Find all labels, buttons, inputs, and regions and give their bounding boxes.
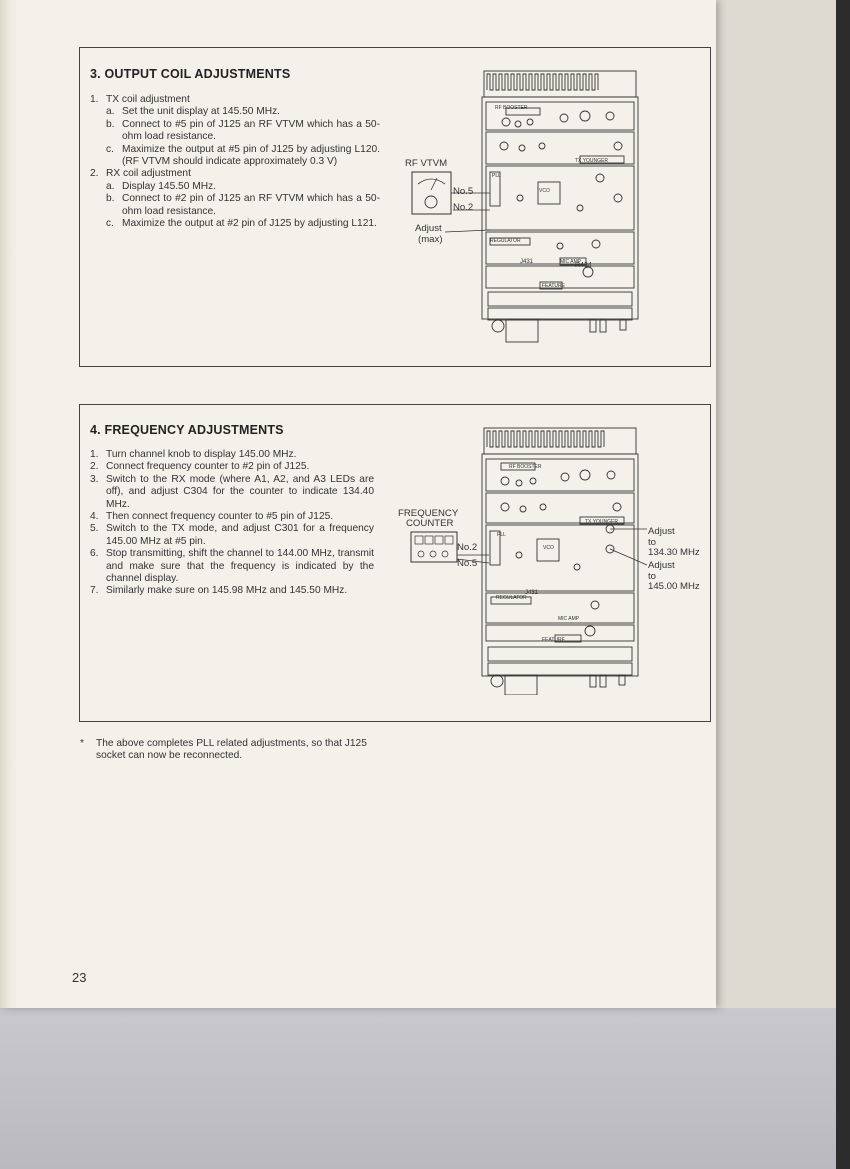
step bbox=[90, 474, 374, 511]
step bbox=[90, 548, 374, 585]
board-label-mic-amp: MIC AMP bbox=[560, 259, 582, 265]
step-text: Maximize the output at #2 pin of J125 by adjusting L121. bbox=[122, 218, 377, 230]
sub-step bbox=[90, 119, 380, 144]
step-text: Connect frequency counter to #2 pin of J125. bbox=[106, 461, 310, 473]
adjust-label: Adjust bbox=[415, 223, 442, 234]
page-number: 23 bbox=[72, 970, 87, 985]
step-text: RX coil adjustment bbox=[106, 168, 191, 180]
output-coil-section bbox=[79, 47, 711, 367]
step-text: Maximize the output at #5 pin of J125 by adjusting L120. (RF VTVM should indicate approximately 0.3 V) bbox=[122, 143, 380, 168]
step-text: Set the unit display at 145.50 MHz. bbox=[122, 106, 280, 118]
step-text: Similarly make sure on 145.98 MHz and 145.50 MHz. bbox=[106, 585, 348, 597]
rf-vtvm-connection-diagram bbox=[410, 68, 650, 353]
step-text: Switch to the RX mode (where A1, A2, and A3 LEDs are off), and adjust C304 for the counter to indicate 134.40 MHz. bbox=[106, 473, 374, 510]
section-title: 3. OUTPUT COIL ADJUSTMENTS bbox=[90, 67, 291, 81]
step-number: 1. bbox=[90, 449, 99, 460]
adjust-c304-label: Adjust to 134.30 MHz bbox=[648, 526, 700, 558]
board-label-r434: R434 bbox=[575, 262, 592, 269]
sub-step bbox=[90, 144, 380, 169]
step-text: Display 145.50 MHz. bbox=[122, 180, 216, 192]
step bbox=[90, 168, 380, 180]
adjust-c301-label: Adjust to 145.00 MHz bbox=[648, 560, 700, 592]
pin-label-2: No.2 bbox=[453, 202, 474, 213]
step-text: Then connect frequency counter to #5 pin of J125. bbox=[106, 511, 334, 523]
step-number: 2. bbox=[90, 168, 99, 180]
board-label-pll: PLL bbox=[492, 173, 501, 179]
board-label-feature: FEATURE bbox=[542, 637, 565, 643]
step-number: c. bbox=[106, 218, 114, 230]
board-label-j431: J431 bbox=[525, 590, 539, 596]
board-label-pll: PLL bbox=[497, 532, 506, 538]
step-number: 7. bbox=[90, 585, 99, 597]
board-label-feature: FEATURE bbox=[542, 283, 565, 289]
board-label-regulator: REGULATOR bbox=[496, 595, 527, 601]
step bbox=[90, 449, 374, 461]
pin-label-5: No.5 bbox=[453, 186, 474, 197]
step bbox=[90, 523, 374, 548]
step-number: 6. bbox=[90, 548, 99, 560]
step bbox=[90, 461, 374, 473]
counter-label-line2: COUNTER bbox=[406, 518, 454, 529]
step-number: 4. bbox=[90, 511, 99, 523]
step bbox=[90, 511, 374, 523]
procedure-list bbox=[90, 449, 374, 598]
step-number: 2. bbox=[90, 461, 99, 473]
scanner-border bbox=[836, 0, 850, 1169]
frequency-section bbox=[79, 404, 711, 722]
board-label-vco: VCO bbox=[539, 188, 550, 194]
step-number: a. bbox=[106, 106, 115, 118]
step-text: Connect to #2 pin of J125 an RF VTVM which has a 50-ohm load resistance. bbox=[122, 193, 380, 217]
sub-step bbox=[90, 193, 380, 218]
step bbox=[90, 585, 374, 597]
board-label-tx-younger: TX YOUNGER bbox=[575, 158, 608, 164]
step-number: b. bbox=[106, 193, 115, 205]
step-number: 3. bbox=[90, 473, 99, 485]
step-number: b. bbox=[106, 118, 115, 130]
sub-step bbox=[90, 106, 380, 118]
scanner-background bbox=[0, 1008, 836, 1169]
footnote-mark: * bbox=[80, 738, 84, 749]
section-title: 4. FREQUENCY ADJUSTMENTS bbox=[90, 423, 284, 437]
procedure-list bbox=[90, 94, 380, 230]
board-label-rf-booster: RF BOOSTER bbox=[509, 464, 542, 470]
page-binding-edge bbox=[0, 0, 18, 1008]
board-label-regulator: REGULATOR bbox=[490, 238, 521, 244]
step-text: Stop transmitting, shift the channel to 144.00 MHz, transmit and make sure that the frequency is indicated by the channel display. bbox=[106, 548, 374, 585]
step bbox=[90, 94, 380, 106]
board-label-j431: J431 bbox=[520, 259, 534, 265]
step-number: 5. bbox=[90, 523, 99, 535]
footnote bbox=[80, 738, 380, 763]
sub-step bbox=[90, 218, 380, 230]
step-number: 1. bbox=[90, 94, 99, 105]
board-label-vco: VCO bbox=[543, 545, 554, 551]
step-text: Connect to #5 pin of J125 an RF VTVM which has a 50-ohm load resistance. bbox=[122, 118, 380, 143]
step-text: TX coil adjustment bbox=[106, 94, 190, 105]
pin-label-2: No.2 bbox=[457, 542, 478, 553]
step-number: c. bbox=[106, 143, 114, 155]
step-text: Switch to the TX mode, and adjust C301 for a frequency 145.00 MHz at #5 pin. bbox=[106, 523, 374, 547]
sub-step bbox=[90, 181, 380, 193]
meter-label: RF VTVM bbox=[405, 158, 448, 169]
board-label-mic-amp: MIC AMP bbox=[558, 616, 580, 622]
board-label-tx-younger: TX YOUNGER bbox=[585, 519, 618, 525]
board-label-rf-booster: RF BOOSTER bbox=[495, 105, 528, 111]
facing-page-edge bbox=[716, 0, 836, 1008]
counter-label-line1: FREQUENCY bbox=[398, 508, 459, 519]
adjust-max-label: (max) bbox=[418, 234, 443, 245]
pin-label-5: No.5 bbox=[457, 558, 478, 569]
footnote-text: The above completes PLL related adjustments, so that J125 socket can now be reconnected. bbox=[96, 738, 367, 762]
step-number: a. bbox=[106, 180, 115, 192]
step-text: Turn channel knob to display 145.00 MHz. bbox=[106, 449, 297, 460]
